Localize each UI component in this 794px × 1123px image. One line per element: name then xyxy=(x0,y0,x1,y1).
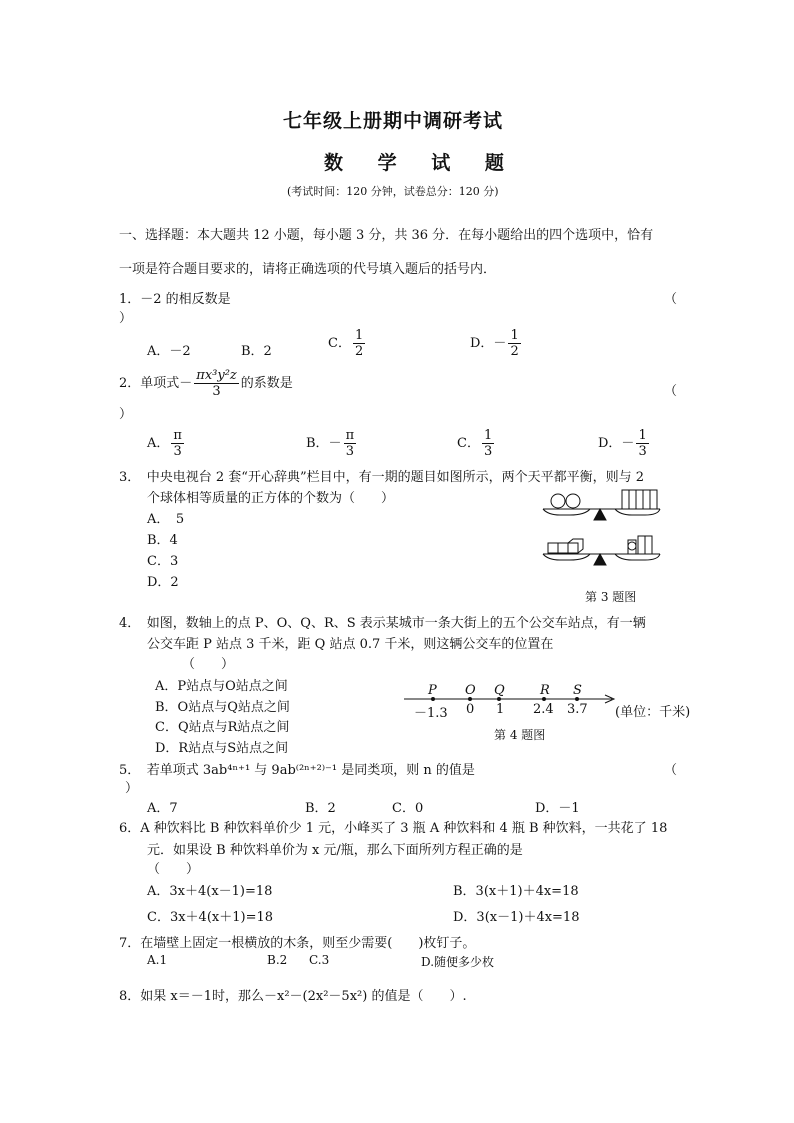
q5-option-d: D．－1 xyxy=(535,801,580,816)
q2-option-a xyxy=(147,428,186,459)
q4-axis-value-p: －1.3 xyxy=(414,706,448,721)
q2-option-d xyxy=(598,428,651,459)
q2-option-d-den: 3 xyxy=(638,444,647,459)
q2-option-a-fraction xyxy=(171,428,184,459)
q1-option-d-prefix: D．－ xyxy=(470,336,507,351)
q2-option-c-num: 1 xyxy=(483,428,493,443)
q7-option-c: C.3 xyxy=(309,953,330,967)
q6-option-a: A．3x＋4(x－1)=18 xyxy=(147,884,273,899)
q2-option-a-prefix: A． xyxy=(147,436,170,451)
q2-option-b xyxy=(306,428,358,459)
q4-point-label-r: R xyxy=(540,683,550,698)
q3-balance-figure xyxy=(540,488,670,578)
q4-option-d: D．R站点与S站点之间 xyxy=(155,741,289,756)
q2-option-c xyxy=(457,428,496,459)
q5-paren-right: ） xyxy=(125,781,139,796)
q2-expression xyxy=(194,368,239,399)
q4-axis-value-q: 1 xyxy=(496,702,505,717)
q2-option-d-num: 1 xyxy=(638,428,647,443)
q2-option-b-fraction xyxy=(344,428,357,459)
q2-option-b-den: 3 xyxy=(345,444,354,459)
q2-stem-suffix: 的系数是 xyxy=(240,376,293,391)
q1-option-d-num: 1 xyxy=(510,328,519,343)
q3-line2: 个球体相等质量的正方体的个数为（ ） xyxy=(147,491,395,506)
q1-paren-left: （ xyxy=(664,292,678,307)
balance-scale-bottom xyxy=(543,536,660,565)
q2-expression-num: πx³y²z xyxy=(196,368,237,383)
q4-line3: （ ） xyxy=(182,657,235,672)
q1-option-c-num: 1 xyxy=(354,328,364,343)
q2-option-d-prefix: D．－ xyxy=(598,436,635,451)
q4-axis-value-r: 2.4 xyxy=(533,702,554,717)
q1-paren-right: ） xyxy=(119,311,133,326)
q8-stem: 8．如果 x＝－1时，那么－x²－(2x²－5x²) 的值是（ ）. xyxy=(119,989,467,1004)
q4-point-label-s: S xyxy=(573,683,582,698)
q7-stem: 7．在墙壁上固定一根横放的木条，则至少需要( )枚钉子。 xyxy=(119,936,476,951)
q4-line1: 4． 如图，数轴上的点 P、O、Q、R、S 表示某城市一条大街上的五个公交车站点，有一辆 xyxy=(119,616,646,631)
q2-option-c-prefix: C． xyxy=(457,436,480,451)
q2-option-a-den: 3 xyxy=(173,444,182,459)
q2-stem-prefix: 2．单项式－ xyxy=(119,376,193,391)
q3-option-c: C．3 xyxy=(147,554,179,569)
q1-option-c-fraction xyxy=(353,328,365,359)
page-subtitle: 数 学 试 题 xyxy=(324,152,518,174)
q7-option-d: D.随便多少枚 xyxy=(421,955,495,969)
q2-paren-left: （ xyxy=(664,384,678,399)
q6-option-b: B．3(x＋1)＋4x=18 xyxy=(453,884,579,899)
q1-option-b: B．2 xyxy=(241,344,272,359)
section-intro-line1: 一、选择题：本大题共 12 小题，每小题 3 分，共 36 分．在每小题给出的四个选项中，恰有 xyxy=(119,228,654,243)
q4-option-b: B．O站点与Q站点之间 xyxy=(155,700,290,715)
q3-option-d: D．2 xyxy=(147,575,179,590)
q4-option-c: C．Q站点与R站点之间 xyxy=(155,720,290,735)
q1-option-c-prefix: C． xyxy=(328,336,351,351)
q1-option-d-den: 2 xyxy=(510,344,519,359)
q3-figure-caption: 第 3 题图 xyxy=(585,590,637,604)
q3-option-a: A． 5 xyxy=(147,512,185,527)
q1-option-c-den: 2 xyxy=(354,344,364,359)
q6-line1: 6．A 种饮料比 B 种饮料单价少 1 元，小峰买了 3 瓶 A 种饮料和 4 瓶 B 种饮料，一共花了 18 xyxy=(119,821,668,836)
q1-option-d xyxy=(470,328,523,359)
q1-option-c xyxy=(328,328,367,359)
q3-line1: 3． 中央电视台 2 套“开心辞典”栏目中，有一期的题目如图所示，两个天平都平衡，则与 2 xyxy=(119,470,645,485)
q6-option-d: D．3(x－1)＋4x=18 xyxy=(453,910,580,925)
q2-option-c-fraction xyxy=(482,428,494,459)
q5-paren-left: （ xyxy=(664,763,678,778)
page-title: 七年级上册期中调研考试 xyxy=(283,110,504,132)
q1-option-d-fraction xyxy=(508,328,520,359)
q2-option-b-prefix: B．－ xyxy=(306,436,342,451)
q4-option-a: A．P站点与O站点之间 xyxy=(155,679,288,694)
q5-option-b: B．2 xyxy=(305,801,336,816)
q4-point-label-q: Q xyxy=(494,683,505,698)
q4-axis-value-o: 0 xyxy=(466,702,475,717)
q4-axis-value-s: 3.7 xyxy=(567,702,588,717)
q2-option-c-den: 3 xyxy=(483,444,493,459)
balance-scale-top xyxy=(543,490,660,520)
q4-figure-caption: 第 4 题图 xyxy=(494,728,546,742)
q5-option-c: C．0 xyxy=(392,801,424,816)
q3-option-b: B．4 xyxy=(147,533,178,548)
exam-info: (考试时间：120 分钟，试卷总分：120 分) xyxy=(287,185,499,198)
q2-expression-den: 3 xyxy=(212,384,221,399)
q6-line3: （ ） xyxy=(147,862,200,877)
q7-option-b: B.2 xyxy=(267,953,288,967)
q5-stem: 5． 若单项式 3ab⁴ⁿ⁺¹ 与 9ab⁽²ⁿ⁺²⁾⁻¹ 是同类项，则 n 的值是 xyxy=(119,763,475,778)
q2-option-b-num: π xyxy=(345,428,355,443)
q2-option-a-num: π xyxy=(173,428,182,443)
q7-option-a: A.1 xyxy=(147,953,168,967)
q4-line2: 公交车距 P 站点 3 千米，距 Q 站点 0.7 千米，则这辆公交车的位置在 xyxy=(147,637,554,652)
q6-option-c: C．3x＋4(x＋1)=18 xyxy=(147,910,274,925)
q2-stem xyxy=(119,368,293,399)
section-intro-line2: 一项是符合题目要求的，请将正确选项的代号填入题后的括号内． xyxy=(119,262,497,277)
q2-option-d-fraction xyxy=(636,428,648,459)
q4-point-label-o: O xyxy=(465,683,476,698)
q1-option-a: A．－2 xyxy=(147,344,191,359)
q1-stem: 1．－2 的相反数是 xyxy=(119,292,231,307)
q6-line2: 元．如果设 B 种饮料单价为 x 元/瓶，那么下面所列方程正确的是 xyxy=(147,843,523,858)
q4-axis-unit: (单位：千米) xyxy=(615,705,691,720)
q5-option-a: A．7 xyxy=(147,801,178,816)
q2-paren-right: ） xyxy=(119,407,133,422)
q4-point-label-p: P xyxy=(428,683,437,698)
